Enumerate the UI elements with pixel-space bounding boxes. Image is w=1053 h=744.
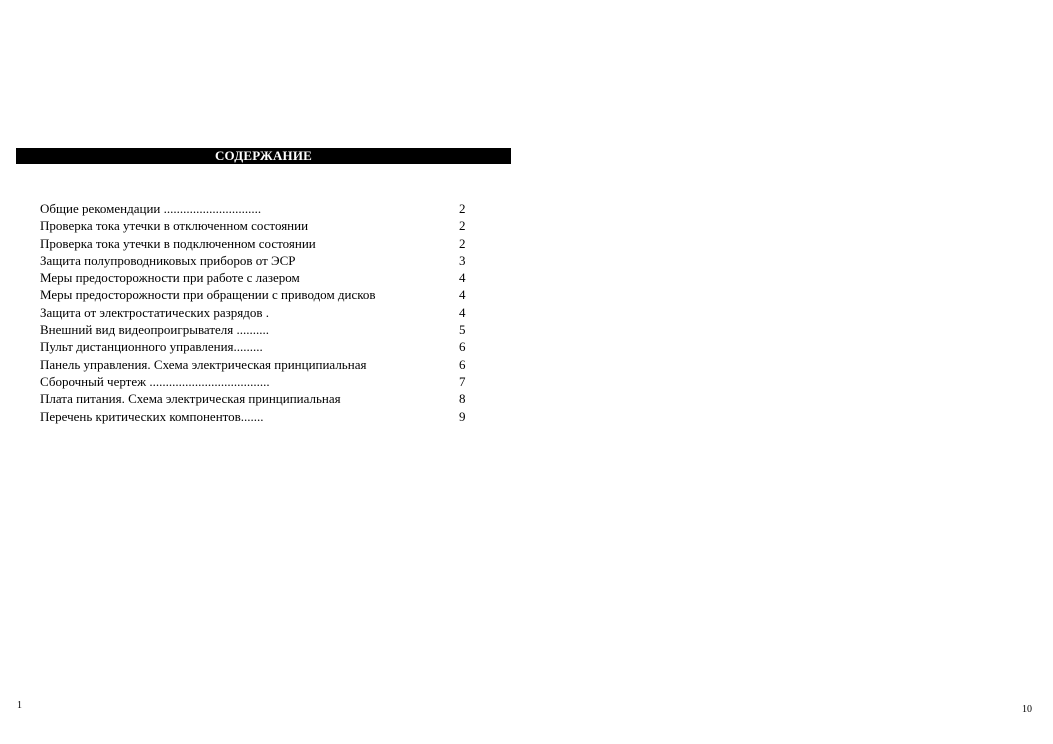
contents-title: СОДЕРЖАНИЕ: [214, 148, 313, 163]
page-number: 10: [1022, 704, 1032, 715]
toc-entry[interactable]: [40, 304, 470, 321]
toc-entry-page: 6: [459, 356, 466, 372]
toc-entry-page: 4: [459, 304, 466, 320]
toc-entry-page: 4: [459, 287, 466, 303]
toc-entry[interactable]: [40, 390, 470, 407]
toc-entry-title: Пульт дистанционного управления.........: [40, 339, 263, 355]
toc-entry-page: 9: [459, 408, 466, 424]
page-number: 1: [17, 700, 22, 711]
left-page: [0, 0, 526, 744]
right-page: [526, 0, 1053, 744]
toc-entry[interactable]: [40, 200, 470, 217]
toc-entry[interactable]: [40, 235, 470, 252]
toc-entry-title: Защита полупроводниковых приборов от ЭСР: [40, 252, 296, 268]
toc-entry-title: Меры предосторожности при работе с лазером: [40, 270, 300, 286]
toc-entry[interactable]: [40, 356, 470, 373]
toc-entry-page: 2: [459, 235, 466, 251]
toc-entry-page: 2: [459, 201, 466, 216]
toc-entry-title: Меры предосторожности при обращении с приводом дисков: [40, 287, 376, 303]
toc-entry-page: 6: [459, 339, 466, 355]
toc-entry[interactable]: [40, 252, 470, 269]
toc-entry[interactable]: [40, 321, 470, 338]
toc-entry-title: Сборочный чертеж .....................................: [40, 373, 270, 389]
toc-entry-page: 2: [459, 218, 466, 234]
toc-entry[interactable]: [40, 286, 470, 303]
toc-entry[interactable]: [40, 217, 470, 234]
toc-entry[interactable]: [40, 269, 470, 286]
toc-entry-page: 7: [459, 373, 466, 389]
toc-entry[interactable]: [40, 338, 470, 355]
toc-entry-title: Проверка тока утечки в подключенном состоянии: [40, 235, 316, 251]
toc-entry-title: Внешний вид видеопроигрывателя ..........: [40, 322, 270, 338]
toc-entry-page: 4: [459, 270, 466, 286]
toc-entry-page: 8: [459, 391, 466, 407]
toc-entry[interactable]: [40, 408, 470, 425]
toc-entry-page: 5: [459, 322, 466, 338]
contents-title-bar: [16, 148, 511, 164]
toc-entry-title: Общие рекомендации ..............................: [40, 201, 262, 216]
toc-entry-title: Панель управления. Схема электрическая принципиальная: [40, 356, 367, 372]
toc-entry-title: Перечень критических компонентов.......: [40, 408, 264, 424]
toc-entry-title: Защита от электростатических разрядов .: [40, 304, 270, 320]
toc-entry[interactable]: [40, 373, 470, 390]
toc-entry-page: 3: [459, 252, 466, 268]
table-of-contents: [40, 200, 470, 425]
toc-entry-title: Проверка тока утечки в отключенном состоянии: [40, 218, 309, 234]
toc-entry-title: Плата питания. Схема электрическая принципиальная: [40, 391, 341, 407]
